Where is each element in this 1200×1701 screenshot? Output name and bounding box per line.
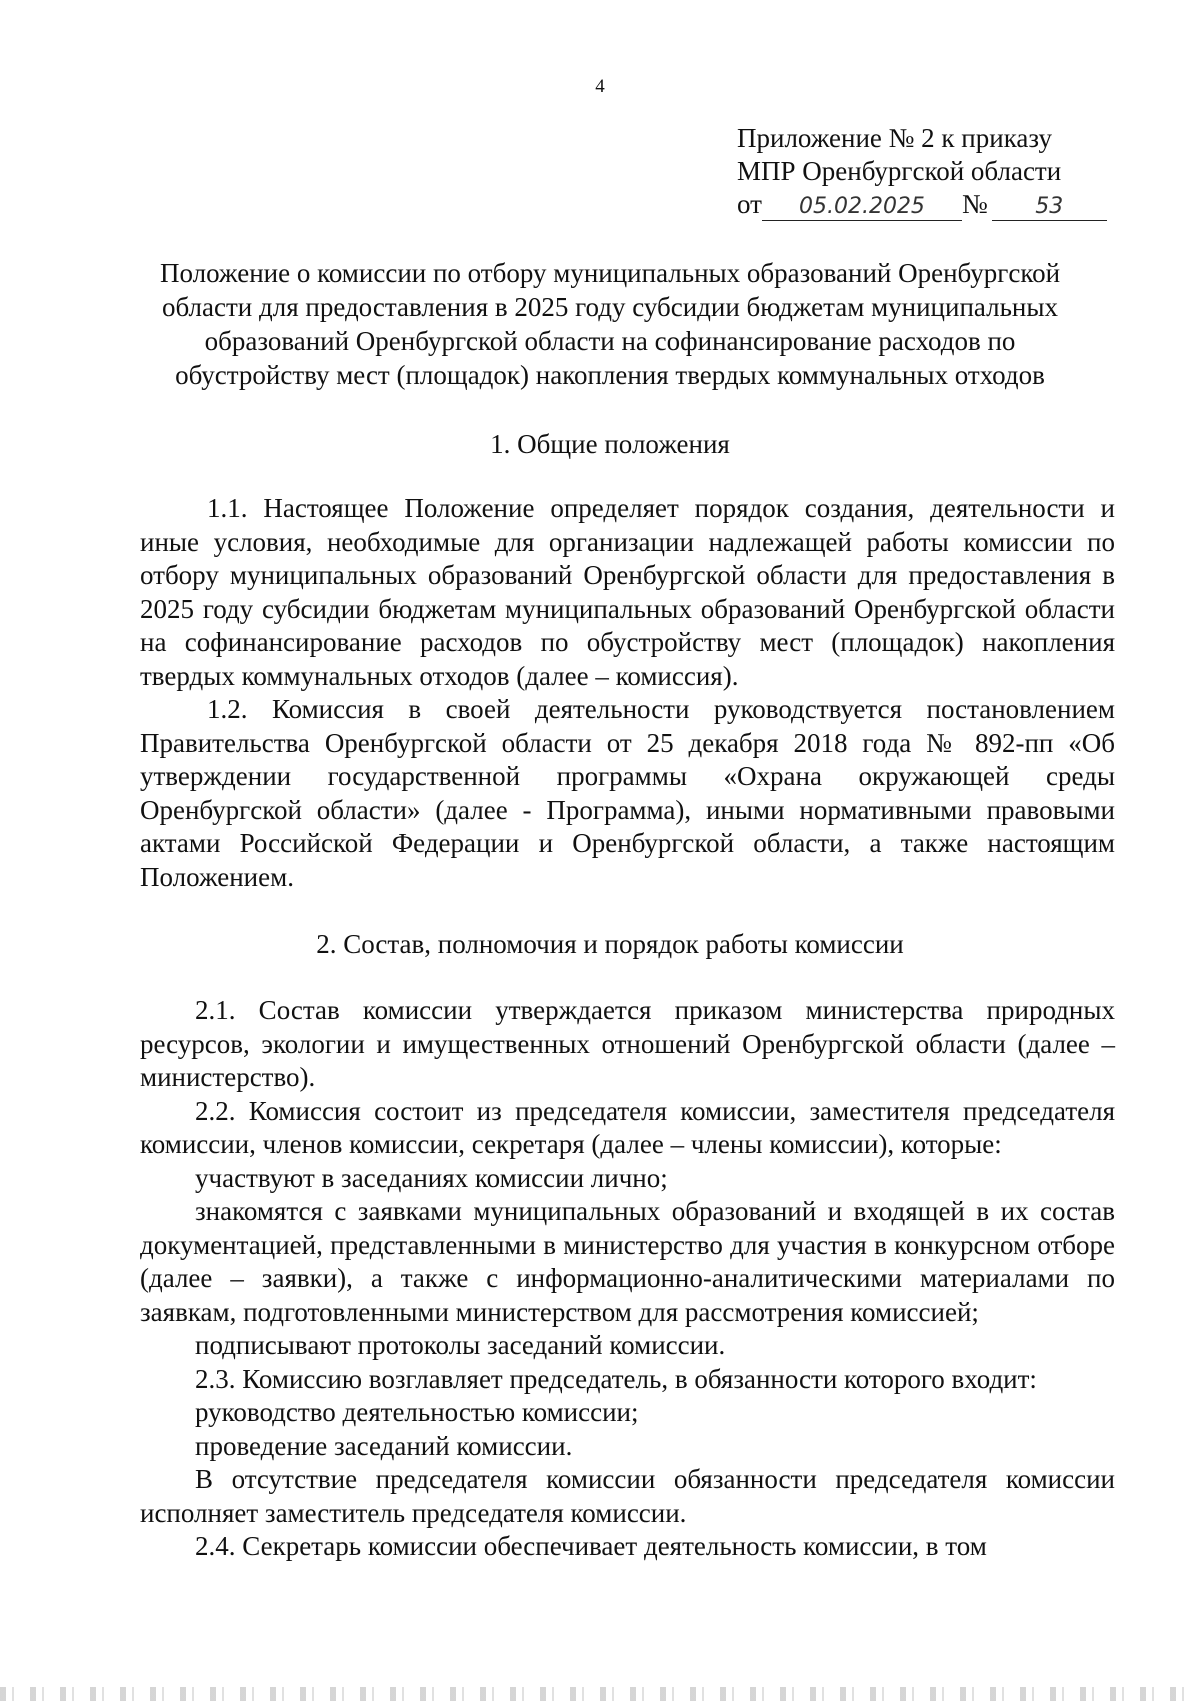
section-1-heading: 1. Общие положения: [490, 429, 730, 459]
paragraph-2-2: 2.2. Комиссия состоит из председателя комиссии, заместителя председателя комиссии, членов комиссии, секретаря (далее – члены комиссии), которые:: [140, 1095, 1115, 1159]
number-label: №: [961, 189, 988, 219]
scan-noise-strip: [0, 1687, 1200, 1701]
paragraph-2-2-item-3: подписывают протоколы заседаний комиссии.: [195, 1330, 726, 1360]
paragraph-2-3: 2.3. Комиссию возглавляет председатель, в обязанности которого входит:: [195, 1363, 1037, 1394]
paragraph-1-1: 1.1. Настоящее Положение определяет порядок создания, деятельности и иные условия, необходимые для организации надлежащей работы комиссии по отбору муниципальных образований Оренбургской области для предоставления в 2025 году субсидии бюджетам муниципальных образований Оренбургской области на софинансирование расходов по обустройству мест (площадок) накопления твердых коммунальных отходов (далее – комиссия).: [140, 493, 1115, 691]
paragraph-2-3-item-1: руководство деятельностью комиссии;: [195, 1397, 639, 1427]
from-label: от: [737, 189, 762, 219]
paragraph-2-3-item-2: проведение заседаний комиссии.: [195, 1430, 573, 1461]
document-title: Положение о комиссии по отбору муниципальных образований Оренбургской области для предоставления в 2025 году субсидии бюджетам муниципальных образований Оренбургской области на софинансирование расходов по обустройству мест (площадок) накопления твердых коммунальных отходов: [159, 258, 1061, 390]
appendix-line-3: [737, 188, 1107, 221]
appendix-line-2: МПР Оренбургской области: [737, 156, 1062, 186]
appendix-line-1: Приложение № 2 к приказу: [737, 123, 1052, 153]
handwritten-number: 53: [992, 194, 1107, 221]
paragraph-2-1: 2.1. Состав комиссии утверждается приказом министерства природных ресурсов, экологии и имущественных отношений Оренбургской области (далее – министерство).: [140, 995, 1115, 1092]
page-number: 4: [595, 76, 605, 97]
handwritten-date: 05.02.2025: [762, 194, 962, 221]
paragraph-2-2-item-2: знакомятся с заявками муниципальных образований и входящей в их состав документацией, представленными в министерство для участия в конкурсном отборе (далее – заявки), а также с информационно-аналитическими материалами по заявкам, подготовленными министерством для рассмотрения комиссией;: [140, 1196, 1115, 1327]
section-2-heading: 2. Состав, полномочия и порядок работы комиссии: [316, 929, 904, 959]
paragraph-2-4: 2.4. Секретарь комиссии обеспечивает деятельность комиссии, в том: [195, 1531, 987, 1561]
section-1-body: [140, 492, 1115, 894]
paragraph-2-3-note: В отсутствие председателя комиссии обязанности председателя комиссии исполняет заместитель председателя комиссии.: [140, 1464, 1115, 1528]
paragraph-2-2-item-1: участвуют в заседаниях комиссии лично;: [195, 1162, 668, 1193]
paragraph-1-2: 1.2. Комиссия в своей деятельности руководствуется постановлением Правительства Оренбургской области от 25 декабря 2018 года № 892-пп «Об утверждении государственной программы «Охрана окружающей среды Оренбургской области» (далее - Программа), иными нормативными правовыми актами Российской Федерации и Оренбургской области, а также настоящим Положением.: [140, 694, 1115, 892]
section-2-body: [140, 994, 1115, 1564]
appendix-header: [737, 122, 1107, 221]
